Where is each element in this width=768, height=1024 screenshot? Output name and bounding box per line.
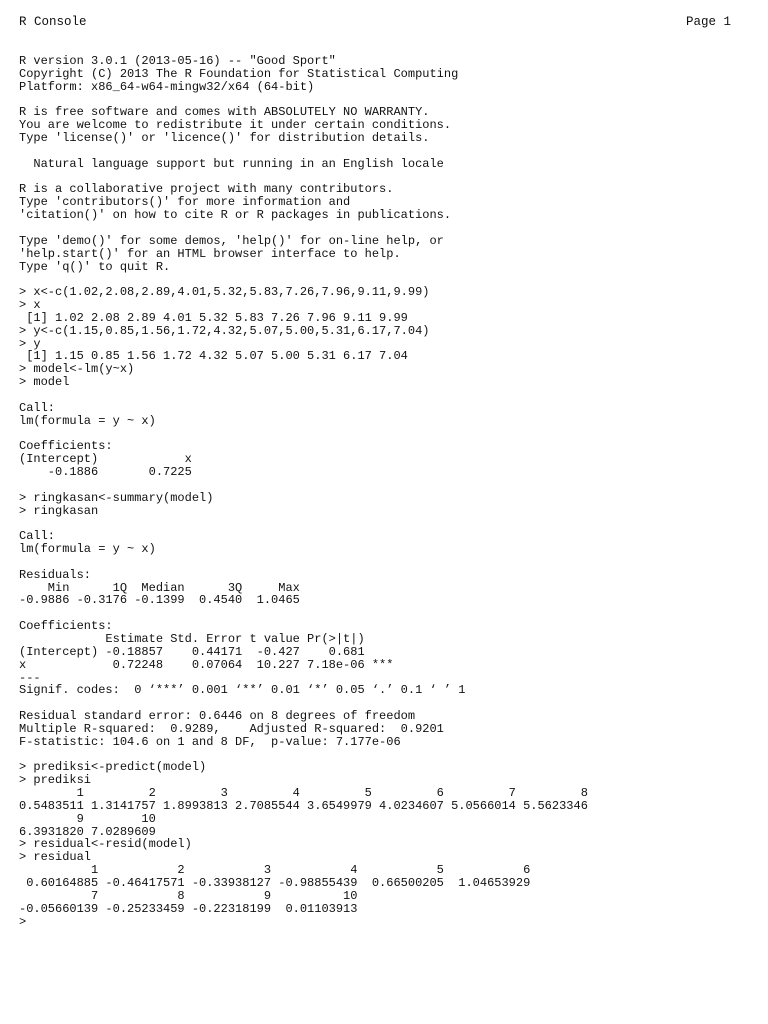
console-output-line: Type 'demo()' for some demos, 'help()' for on-line help, or — [19, 233, 444, 248]
console-output[interactable] — [19, 55, 749, 928]
console-command-line: > y<-c(1.15,0.85,1.56,1.72,4.32,5.07,5.00,5.31,6.17,7.04) — [19, 323, 430, 338]
console-output-line: Coefficients: — [19, 619, 113, 634]
console-output-line: Signif. codes: 0 ‘***’ 0.001 ‘**’ 0.01 ‘*’ 0.05 ‘.’ 0.1 ‘ ’ 1 — [19, 683, 466, 698]
console-output-line: 1 2 3 4 5 6 — [19, 863, 531, 878]
console-command-line: > x — [19, 298, 41, 313]
console-command-line: > residual — [19, 850, 92, 865]
console-output-line: lm(formula = y ~ x) — [19, 542, 156, 557]
console-output-line — [19, 479, 749, 492]
console-command-line: > y — [19, 336, 41, 351]
console-command-line: > ringkasan<-summary(model) — [19, 490, 214, 505]
console-output-line: 'citation()' on how to cite R or R packages in publications. — [19, 208, 452, 223]
console-output-line: Estimate Std. Error t value Pr(>|t|) — [19, 631, 365, 646]
console-output-line: R is a collaborative project with many contributors. — [19, 182, 394, 197]
console-command-line: > x<-c(1.02,2.08,2.89,4.01,5.32,5.83,7.26,7.96,9.11,9.99) — [19, 285, 430, 300]
console-output-line — [19, 427, 749, 440]
console-output-line: 6.3931820 7.0289609 — [19, 824, 156, 839]
console-output-line: You are welcome to redistribute it under certain conditions. — [19, 118, 452, 133]
console-output-line: Type 'q()' to quit R. — [19, 259, 171, 274]
console-output-line: Copyright (C) 2013 The R Foundation for Statistical Computing — [19, 66, 459, 81]
console-command-line: > prediksi<-predict(model) — [19, 760, 207, 775]
console-output-line: Min 1Q Median 3Q Max — [19, 580, 300, 595]
console-output-line — [19, 607, 749, 620]
console-output-line: 0.60164885 -0.46417571 -0.33938127 -0.98855439 0.66500205 1.04653929 — [19, 876, 531, 890]
console-output-line — [19, 222, 749, 235]
console-output-line: F-statistic: 104.6 on 1 and 8 DF, p-value: 7.177e-06 — [19, 734, 401, 749]
console-output-line: Coefficients: — [19, 439, 113, 454]
console-output-line: Type 'contributors()' for more information and — [19, 195, 351, 210]
console-output-line: --- — [19, 670, 41, 685]
console-command-line: > — [19, 914, 27, 929]
console-command-line: > residual<-resid(model) — [19, 837, 192, 852]
console-output-line: R is free software and comes with ABSOLUTELY NO WARRANTY. — [19, 105, 430, 120]
console-output-line: Natural language support but running in an English locale — [19, 156, 444, 171]
console-command-line: > ringkasan — [19, 503, 99, 518]
console-output-line: Platform: x86_64-w64-mingw32/x64 (64-bit) — [19, 79, 315, 94]
console-output-line: -0.05660139 -0.25233459 -0.22318199 0.01103913 — [19, 901, 358, 916]
console-output-line: Type 'license()' or 'licence()' for distribution details. — [19, 131, 430, 146]
console-output-line: Call: — [19, 400, 56, 415]
console-output-line: 9 10 — [19, 811, 156, 826]
page-number: Page 1 — [685, 15, 731, 29]
console-output-line — [19, 145, 749, 158]
console-output-line — [19, 556, 749, 569]
console-title: R Console — [19, 15, 87, 29]
console-output-line: lm(formula = y ~ x) — [19, 413, 156, 428]
console-output-line: x 0.72248 0.07064 10.227 7.18e-06 *** — [19, 657, 394, 672]
console-output-line — [19, 517, 749, 530]
console-output-line: [1] 1.15 0.85 1.56 1.72 4.32 5.07 5.00 5.31 6.17 7.04 — [19, 349, 408, 364]
console-output-line: [1] 1.02 2.08 2.89 4.01 5.32 5.83 7.26 7.96 9.11 9.99 — [19, 310, 408, 325]
console-output-line: (Intercept) -0.18857 0.44171 -0.427 0.681 — [19, 644, 365, 659]
console-output-line: 0.5483511 1.3141757 1.8993813 2.7085544 3.6549979 4.0234607 5.0566014 5.5623346 — [19, 798, 588, 813]
console-command-line: > model<-lm(y~x) — [19, 362, 135, 377]
console-output-line: -0.1886 0.7225 — [19, 465, 192, 479]
console-command-line: > model — [19, 375, 70, 390]
console-output-line: Multiple R-squared: 0.9289, Adjusted R-squared: 0.9201 — [19, 721, 444, 736]
console-output-line — [19, 389, 749, 402]
console-output-line: R version 3.0.1 (2013-05-16) -- "Good Sport" — [19, 54, 336, 68]
console-output-line: -0.9886 -0.3176 -0.1399 0.4540 1.0465 — [19, 593, 300, 608]
console-output-line: (Intercept) x — [19, 452, 192, 467]
console-command-line: > prediksi — [19, 773, 92, 788]
console-output-line: 'help.start()' for an HTML browser interface to help. — [19, 246, 401, 261]
page-header — [19, 15, 731, 31]
console-output-line: Residuals: — [19, 567, 92, 582]
console-output-line: Residual standard error: 0.6446 on 8 degrees of freedom — [19, 709, 416, 724]
console-output-line: Call: — [19, 529, 56, 544]
console-output-line: 1 2 3 4 5 6 7 8 — [19, 786, 588, 801]
console-output-line: 7 8 9 10 — [19, 888, 358, 903]
